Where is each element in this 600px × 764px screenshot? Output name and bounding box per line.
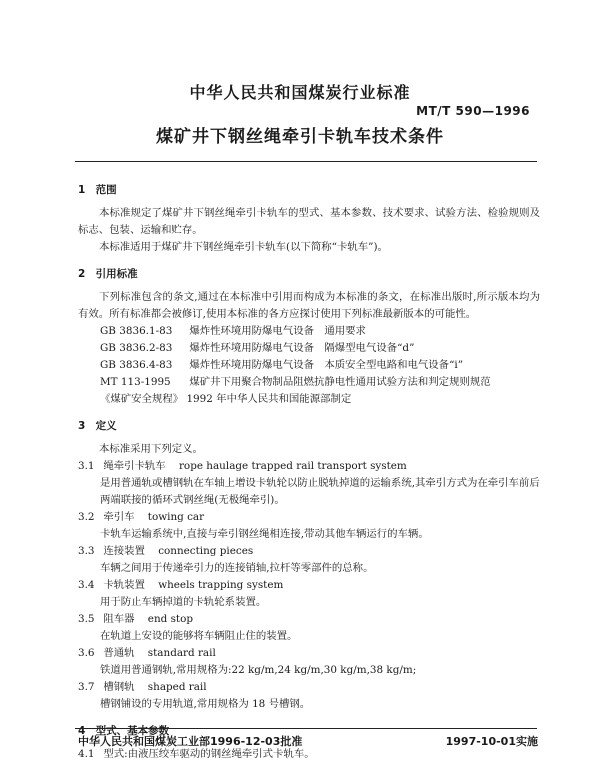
term-heading <box>78 577 540 594</box>
term-heading <box>78 679 540 696</box>
term-definition: 是用普通轨或槽钢轨在车轴上增设卡轨轮以防止脱轨掉道的运输系统,其牵引方式为在牵引车前后两端联接的循环式钢丝绳(无极绳牵引)。 <box>100 477 540 506</box>
clause-number: 4.1 <box>78 748 95 760</box>
reference-code: GB 3836.4-83 <box>100 359 173 371</box>
section-title: 定义 <box>95 420 117 432</box>
section-3-heading <box>78 418 540 435</box>
term-number: 3.5 <box>78 613 95 625</box>
term-english: end stop <box>147 613 194 625</box>
reference-code: 《煤矿安全规程》 <box>100 393 184 405</box>
reference-item <box>78 323 540 340</box>
term-number: 3.3 <box>78 545 95 557</box>
reference-item <box>78 357 540 374</box>
reference-title: 爆炸性环境用防爆电气设备 本质安全型电路和电气设备“i” <box>189 359 464 371</box>
reference-title: 1992 年中华人民共和国能源部制定 <box>186 393 352 405</box>
term-chinese: 阻车器 <box>103 613 135 625</box>
term-definition: 卡轨车运输系统中,直接与牵引钢丝绳相连接,带动其他车辆运行的车辆。 <box>100 528 429 540</box>
document-title: 煤矿井下钢丝绳牵引卡轨车技术条件 <box>156 127 444 147</box>
section-2-heading <box>78 266 540 283</box>
scope-paragraph-2: 本标准适用于煤矿井下钢丝绳牵引卡轨车(以下简称“卡轨车”)。 <box>99 241 388 253</box>
reference-title: 煤矿井下用聚合物制品阻燃抗静电性通用试验方法和判定规则规范 <box>189 376 491 388</box>
term-english: standard rail <box>147 647 216 659</box>
section-number: 1 <box>78 184 86 196</box>
term-chinese: 连接装置 <box>103 545 145 557</box>
standard-organization: 中华人民共和国煤炭行业标准 <box>189 83 411 102</box>
approval-statement: 中华人民共和国煤炭工业部1996-12-03批准 <box>78 735 303 748</box>
term-heading <box>78 509 540 526</box>
term-heading <box>78 611 540 628</box>
term-heading <box>78 458 540 475</box>
term-definition: 用于防止车辆掉道的卡轨轮系装置。 <box>100 596 267 608</box>
term-chinese: 普通轨 <box>103 647 135 659</box>
section-number: 2 <box>78 268 86 280</box>
term-chinese: 牵引车 <box>103 511 135 523</box>
section-number: 4 <box>78 725 86 737</box>
section-title: 引用标准 <box>95 268 138 280</box>
term-english: shaped rail <box>147 681 207 693</box>
term-english: towing car <box>147 511 205 523</box>
term-chinese: 卡轨装置 <box>103 579 145 591</box>
reference-code: GB 3836.1-83 <box>100 325 173 337</box>
term-number: 3.2 <box>78 511 95 523</box>
term-definition: 在轨道上安设的能够将车辆阻止住的装置。 <box>100 630 298 642</box>
term-definition: 铁道用普通钢轨,常用规格为:22 kg/m,24 kg/m,30 kg/m,38 kg/m; <box>100 664 417 676</box>
term-definition: 槽钢铺设的专用轨道,常用规格为 18 号槽钢。 <box>100 698 311 710</box>
term-definition: 车辆之间用于传递牵引力的连接销轴,拉杆等零部件的总称。 <box>100 562 374 574</box>
references-paragraph: 下列标准包含的条文,通过在本标准中引用而构成为本标准的条文，在标准出版时,所示版本均为有效。所有标准都会被修订,使用本标准的各方应探讨使用下列标准最新版本的可能性。 <box>78 291 540 320</box>
term-chinese: 绳牵引卡轨车 <box>103 460 166 472</box>
effective-date: 1997-10-01实施 <box>445 735 538 748</box>
term-english: connecting pieces <box>158 545 254 557</box>
section-title: 型式、基本参数 <box>95 725 170 737</box>
term-chinese: 槽钢轨 <box>103 681 135 693</box>
reference-item <box>78 374 540 391</box>
footer-divider <box>75 728 537 729</box>
reference-title: 爆炸性环境用防爆电气设备 隔爆型电气设备“d” <box>189 342 415 354</box>
term-number: 3.7 <box>78 681 95 693</box>
reference-item <box>78 391 540 408</box>
term-heading <box>78 543 540 560</box>
header-divider <box>75 161 537 162</box>
scope-paragraph-1: 本标准规定了煤矿井下钢丝绳牵引卡轨车的型式、基本参数、技术要求、试验方法、检验规则及标志、包装、运输和贮存。 <box>78 207 540 236</box>
section-1-heading <box>78 182 540 199</box>
section-number: 3 <box>78 420 86 432</box>
term-english: wheels trapping system <box>158 579 284 591</box>
term-english: rope haulage trapped rail transport system <box>178 460 407 472</box>
document-body <box>78 182 540 763</box>
term-number: 3.1 <box>78 460 95 472</box>
clause-text: 型式:由液压绞车驱动的钢丝绳牵引式卡轨车。 <box>103 748 315 760</box>
term-number: 3.6 <box>78 647 95 659</box>
reference-code: MT 113-1995 <box>100 376 171 388</box>
reference-item <box>78 340 540 357</box>
standard-code: MT/T 590—1996 <box>416 104 530 118</box>
term-heading <box>78 645 540 662</box>
term-number: 3.4 <box>78 579 95 591</box>
section-title: 范围 <box>95 184 117 196</box>
reference-title: 爆炸性环境用防爆电气设备 通用要求 <box>189 325 366 337</box>
definitions-intro: 本标准采用下列定义。 <box>99 443 203 455</box>
reference-code: GB 3836.2-83 <box>100 342 173 354</box>
